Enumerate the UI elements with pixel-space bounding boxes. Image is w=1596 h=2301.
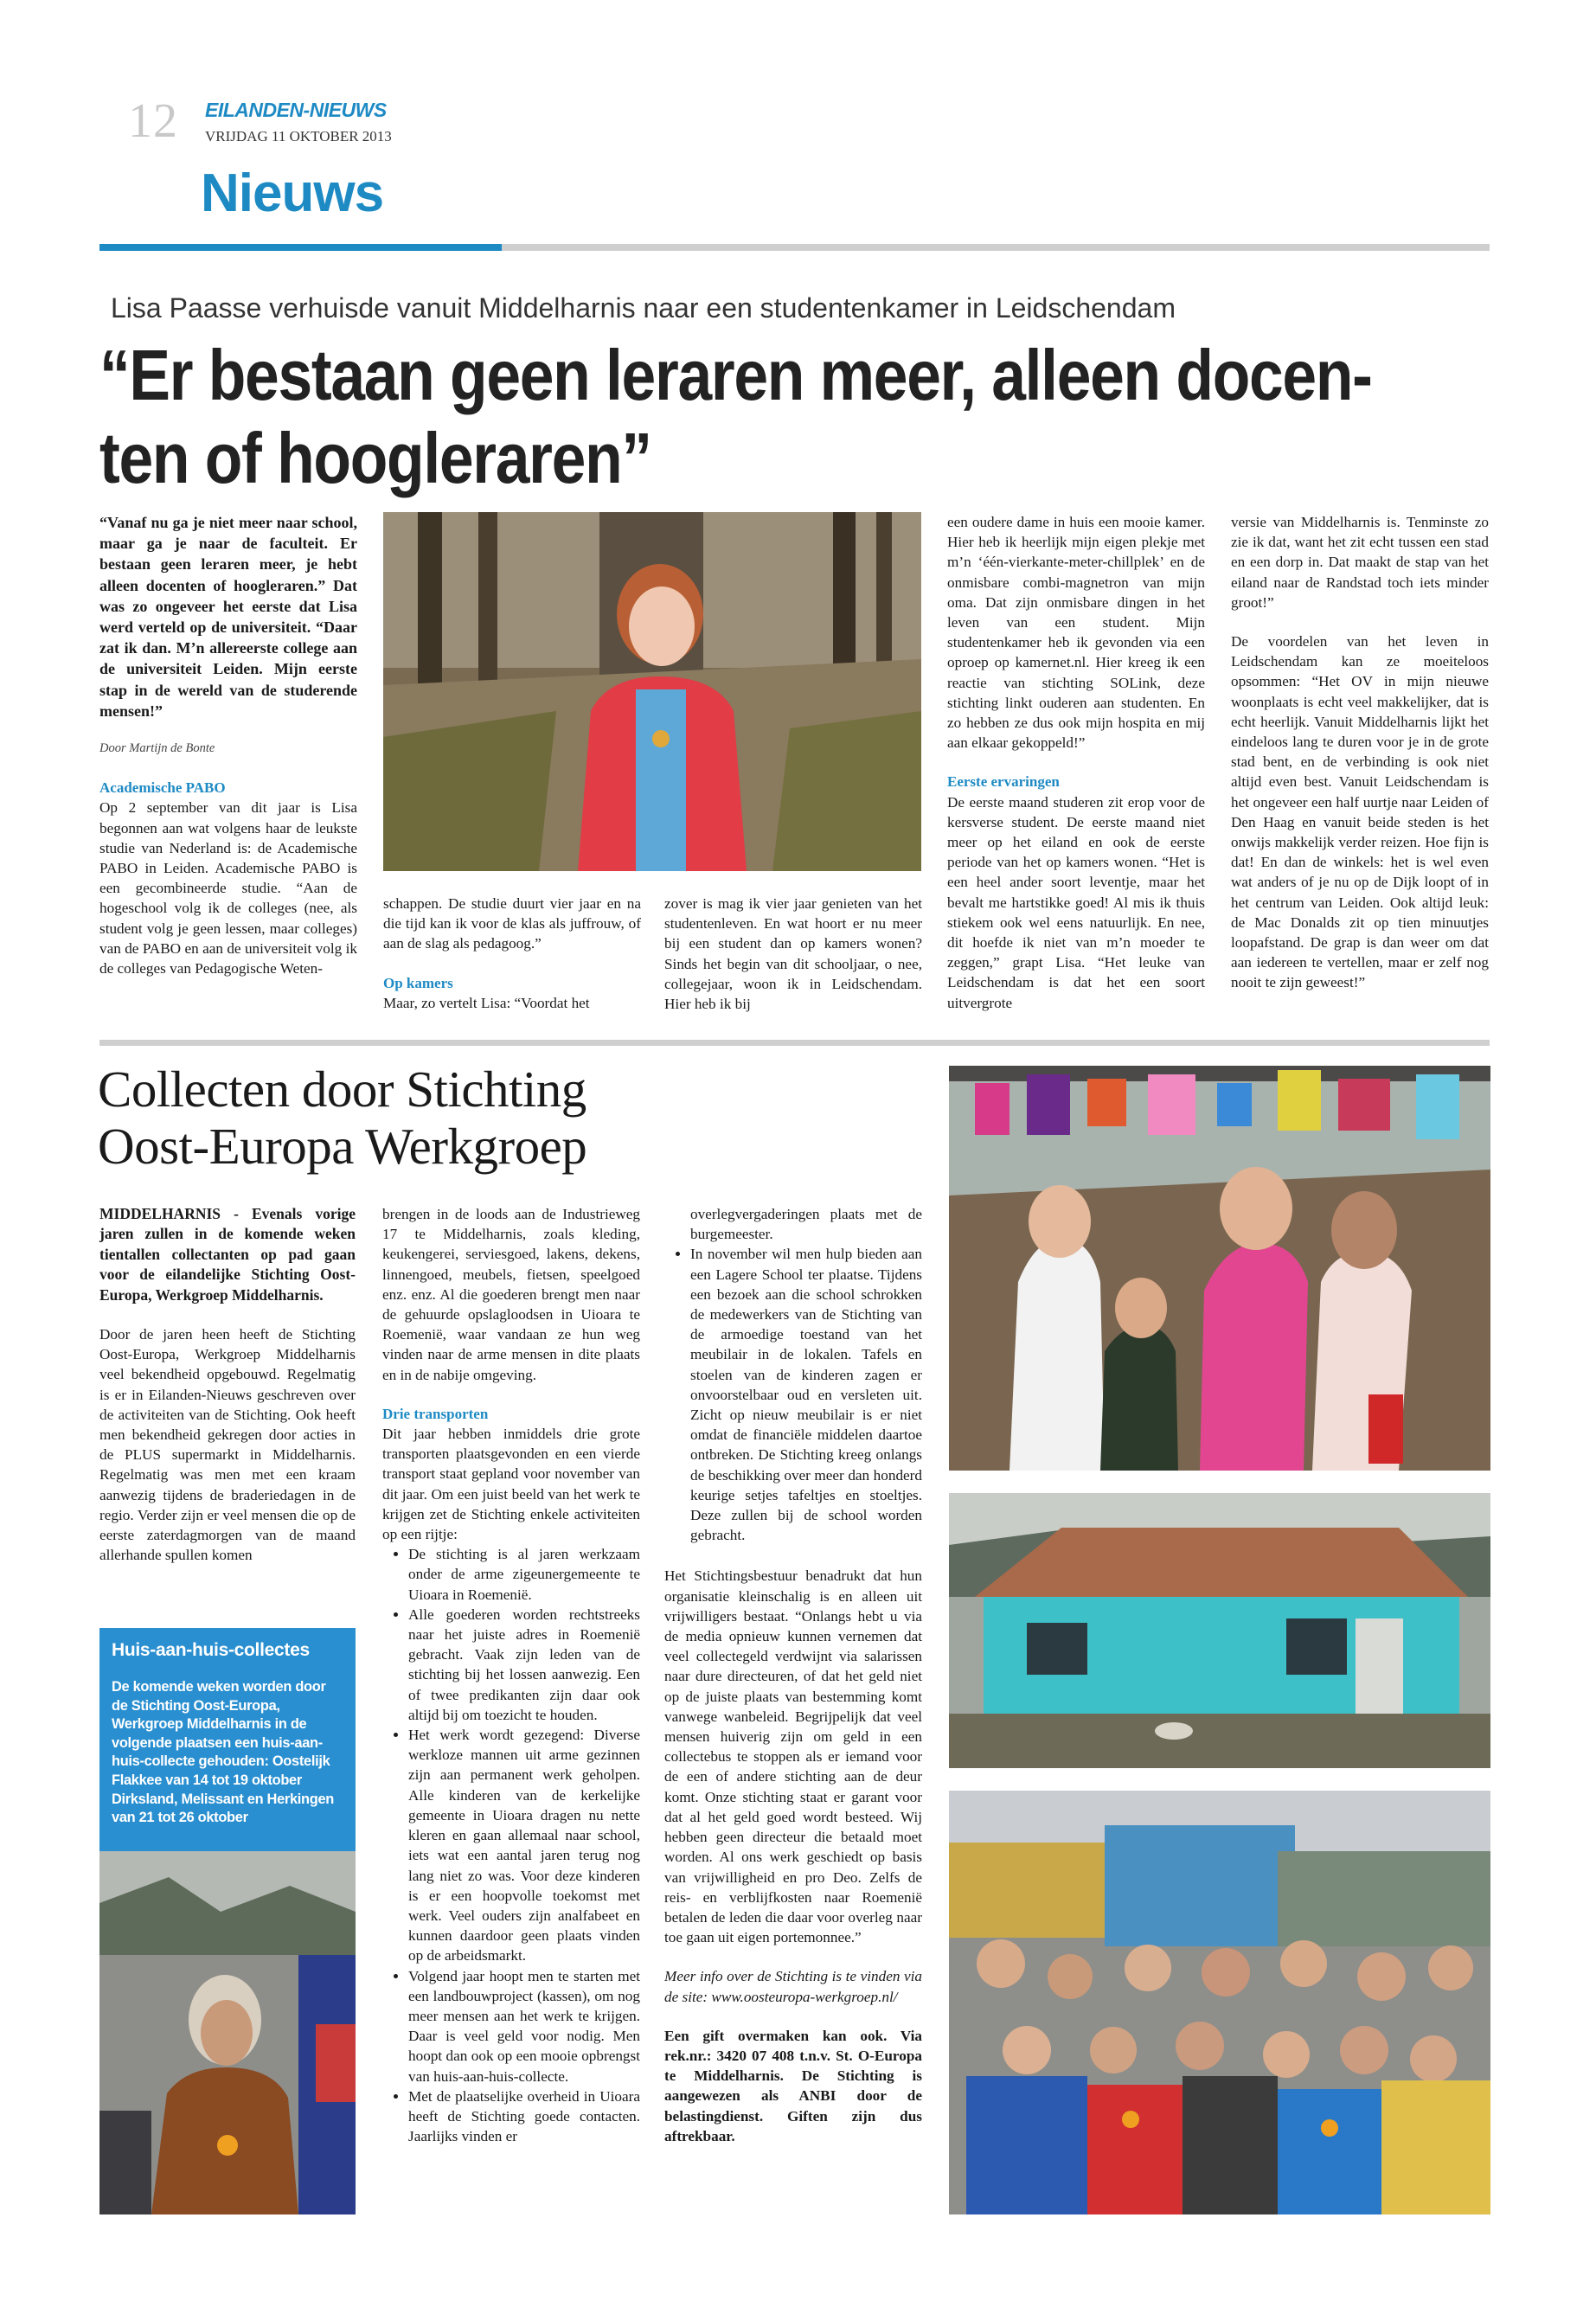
article-separator [99,1040,1490,1046]
donation-info: Een gift overmaken kan ook. Via rek.nr.: 3420 07 408 t.n.v. St. O-Europa te Middelharnis. De Stichting is aangewezen als ANBI door de belastingdienst. Giften zijn dus aftrekbaar. [664,2027,922,2144]
bullet-item: • Het werk wordt gezegend: Diverse werkloze mannen uit arme gezinnen zijn aan permanent werk geholpen. Alle kinderen van de kerkelijke gemeente in Uioara dragen nu nette kleren en gaan allemaal naar school, iets wat een aantal jaren terug nog lang niet zo was. Voor deze kinderen is er een hoopvolle toekomst met werk. Veel ouders zijn analfabeet en kunnen daardoor geen plaats vinden op de arbeidsmarkt. [408,1725,640,1965]
article2-col2 [382,1204,640,2146]
box-text: De komende weken worden door de Stichting Oost-Europa, Werkgroep Middelharnis in de volgende plaatsen een huis-aan-huis-collecte gehouden: Oostelijk Flakkee van 14 tot 19 oktober Dirksland, Melissant en Herkingen van 21 tot 26 oktober [112,1679,334,1826]
photo-group-children [949,1791,1490,2214]
headline2-line-1: Collecten door Stichting [98,1061,586,1118]
article1-col4 [947,512,1205,1013]
subheading-drie-transporten: Drie transporten [382,1405,489,1422]
article1-col5-text2: De voordelen van het leven in Leidschendam kan ze moeiteloos opsommen: “Het OV in mijn nieuwe woonplaats is echt veel makkelijker, dat is echt heerlijk. Vanuit Middelharnis lijkt het eindeloos lang te duren voor je in de grote stad bent, en de verbinding is ook niet altijd even best. Vanuit Leidschendam is het ongeveer een half uurtje naar Leiden of Den Haag en vanuit beide steden is het onwijs makkelijk verder reizen. Hoe fijn is dat! En dan de winkels: het is wel even wat anders of je nu op de Dijk loopt of in het centrum van Leiden. Ook altijd leuk: de Mac Donalds zit op tien minuutjes loopafstand. De grap is dan weer om dat aan iedereen te vertellen, maar er zelf nog nooit te zijn geweest!” [1231,633,1489,991]
bullet-item: • Met de plaatselijke overheid in Uioara heeft de Stichting goede contacten. Jaarlijks vinden er [408,2086,640,2147]
photo-elderly-woman [99,1851,356,2214]
article1-col1-text: Op 2 september van dit jaar is Lisa begonnen aan wat volgens haar de leukste studie van Nederland is: de Academische PABO in Leiden. Academische PABO is een gecombineerde studie. “Aan de hogeschool volg ik de colleges (nee, als student volg je geen lessen, maar colleges) van de PABO en aan de universiteit volg ik de colleges van Pedagogische Weten- [99,799,357,977]
bullet-item: • De stichting is al jaren werkzaam onder de arme zigeunergemeente te Uioara in Roemenië. [408,1544,640,1605]
article1-col4-text: een oudere dame in huis een mooie kamer. Hier heb ik heerlijk mijn eigen plekje met m’n ‘één-vierkante-meter-chillplek’ en de onmisbare combi-magnetron van mijn oma. Dat zijn onmisbare dingen in het leven van een student. Mijn studentenkamer heb ik gevonden via een oproep op kamernet.nl. Hier kreeg ik een reactie van stichting SOLink, deze stichting linkt ouderen aan studenten. En zo hebben ze dus ook mijn hospita en mij aan elkaar gekoppeld!” [947,514,1205,752]
article1-intro: “Vanaf nu ga je niet meer naar school, maar ga je naar de faculteit. Er bestaan geen leraren meer, je hebt alleen docenten of hoogleraren.” Dat was zo ongeveer het eerste dat Lisa werd verteld op de universiteit. “Daar zat ik dan. M’n allereerste college aan de universiteit Leiden. Mijn eerste stap in de wereld van de studerende mensen!” [99,514,357,720]
article2-col2-text2: Dit jaar hebben inmiddels drie grote transporten plaatsgevonden en een vierde transport staat gepland voor november van dit jaar. Om een juist beeld van het werk te krijgen zet de Stichting enkele activiteiten op een rijtje: [382,1426,640,1543]
collection-info-box [99,1628,356,1851]
article1-col4-text2: De eerste maand studeren zit erop voor de kersverse student. De eerste maand niet meer op het eiland en ook de eerste periode van het op kamers wonen. “Het is een heel ander soort leventje, maar het bevalt me hartstikke goed! Al mis ik thuis stiekem ook wel eens natuurlijk. En nee, dit hoefde ik niet van m’n moeder te zeggen,” grapt Lisa. “Het leuke van Leidschendam is dat het een soort uitvergrote [947,793,1205,1011]
article2-col3-top: overlegvergaderingen plaats met de burgemeester. [690,1206,922,1243]
article1-col5-text: versie van Middelharnis is. Tenminste zo zie ik dat, want het zit echt tussen een stad en een dorp in. Dat maakt de stap van het eiland naar de Randstad toch iets minder groot!” [1231,514,1489,611]
article1-col2 [383,894,641,1013]
paper-name: EILANDEN-NIEUWS [205,99,387,121]
photo-house [949,1493,1490,1768]
article1-col3-text: zover is mag ik vier jaar genieten van het studentenleven. En wat hoort er nu meer bij een student dan op kamers wonen? Sinds het begin van dit schooljaar, o nee, collegejaar, woon ik in Leidschendam. Hier heb ik bij [664,895,922,1013]
bullet-item: • Alle goederen worden rechtstreeks naar het juiste adres in Roemenië gebracht. Vaak zijn leden van de stichting bij het lossen aanwezig. Een of twee predikanten zijn daar ook altijd bij om toezicht te houden. [408,1605,640,1725]
byline: Door Martijn de Bonte [99,741,215,756]
article1-col5 [1231,512,1489,993]
headline-line-1: “Er bestaan geen leraren meer, alleen docen- [99,335,1372,415]
photo-children [949,1066,1490,1471]
article1-kicker: Lisa Paasse verhuisde vanuit Middelharnis naar een studentenkamer in Leidschendam [111,292,1176,324]
issue-date: VRIJDAG 11 OKTOBER 2013 [205,128,392,144]
website-info: Meer info over de Stichting is te vinden via de site: www.oosteuropa-werkgroep.nl/ [664,1968,922,2005]
article1-headline [99,334,1372,500]
article1-col2-text: schappen. De studie duurt vier jaar en na die tijd kan ik voor de klas als juffrouw, of aan de slag als pedagoog.” [383,895,641,952]
section-rule [502,244,1490,251]
subheading-op-kamers: Op kamers [383,974,453,991]
bullet-item: • In november wil men hulp bieden aan een Lagere School ter plaatse. Tijdens een bezoek aan die school schrokken de medewerkers van de Stichting van de armoedige toestand van het meubilair in de lokalen. Tafels en stoelen van de kinderen zagen er onvoorstelbaar oud en versleten uit. Zicht op nieuw meubilair is er niet omdat de financiële middelen daartoe ontbreken. De Stichting kreeg onlangs de beschikking over meer dan honderd keurige setjes tafeltjes en stoeltjes. Deze zullen bij de school worden gebracht. [690,1244,922,1545]
article2-intro: MIDDELHARNIS - Evenals vorige jaren zullen in de komende weken tientallen collectanten op pad gaan voor de eilandelijke Stichting Oost-Europa, Werkgroep Middelharnis. [99,1205,356,1304]
article2-headline [98,1061,586,1175]
section-rule-accent [99,244,502,251]
bullet-list-col3 [664,1244,922,1545]
headline2-line-2: Oost-Europa Werkgroep [98,1118,587,1175]
article2-col2-text: brengen in de loods aan de Industrieweg 17 te Middelharnis, zoals kleding, keukengerei, serviesgoed, lakens, dekens, linnengoed, meubels, fietsen, speelgoed enz. enz. Al die goederen brengt men naar de gehuurde opslagloodsen in Uioara te Roemenië, waar vandaan ze hun weg vinden naar de arme mensen in dite plaats en in de nabije omgeving. [382,1206,640,1383]
subheading-eerste-ervaringen: Eerste ervaringen [947,773,1060,791]
article2-col3-text2: Het Stichtingsbestuur benadrukt dat hun organisatie kleinschalig is en alleen uit vrijwilligers bestaat. “Onlangs hebt u via de media opnieuw kunnen vernemen dat veel collectegeld verdwijnt via salarissen naar dure directeuren, of dat het geld niet op de juiste plaats van bestemming komt vanwege wanbeleid. Begrijpelijk dat veel mensen huiverig zijn om geld in een collectebus te stoppen als er iemand voor de een of andere stichting aan de deur komt. Onze stichting staat er garant voor dat al het geld goed wordt besteed. Wij hebben geen directeur die betaald moet worden. Al ons werk geschiedt op basis van vrijwilligheid en pro Deo. Zelfs de reis- en verblijfkosten naar Roemenië betalen de leden die daar voor overleg naar toe gaan uit eigen portemonnee.” [664,1567,922,1946]
section-title: Nieuws [201,163,384,223]
article1-col1 [99,512,357,978]
headline-line-2: ten of hoogleraren” [99,418,651,498]
bullet-item: • Volgend jaar hoopt men te starten met een landbouwproject (kassen), om nog meer mensen aan het werk te krijgen. Daar is veel geld voor nodig. Men hoopt dan ook op een mooie opbrengst van huis-aan-huis-collecte. [408,1966,640,2086]
subheading-academische-pabo: Academische PABO [99,779,226,797]
box-title: Huis-aan-huis-collectes [112,1640,310,1660]
article1-col3 [664,894,922,1014]
bullet-list-col2 [382,1544,640,2146]
article1-col2-text2: Maar, zo vertelt Lisa: “Voordat het [383,994,590,1011]
article2-col3 [664,1204,922,2146]
page-number: 12 [128,94,178,148]
article2-col1-text: Door de jaren heen heeft de Stichting Oost-Europa, Werkgroep Middelharnis veel bekendheid opgebouwd. Regelmatig is er in Eilanden-Nieuws geschreven over de activiteiten van de Stichting. Ook heeft men bekendheid gekregen door acties in de PLUS supermarkt in Middelharnis. Regelmatig was men met een kraam aanwezig tijdens de braderiedagen in de regio. Verder zijn er veel mensen die op de eerste zaterdagmorgen van de maand allerhande spullen komen [99,1326,356,1564]
article2-col1 [99,1204,356,1565]
photo-lisa [383,512,921,871]
